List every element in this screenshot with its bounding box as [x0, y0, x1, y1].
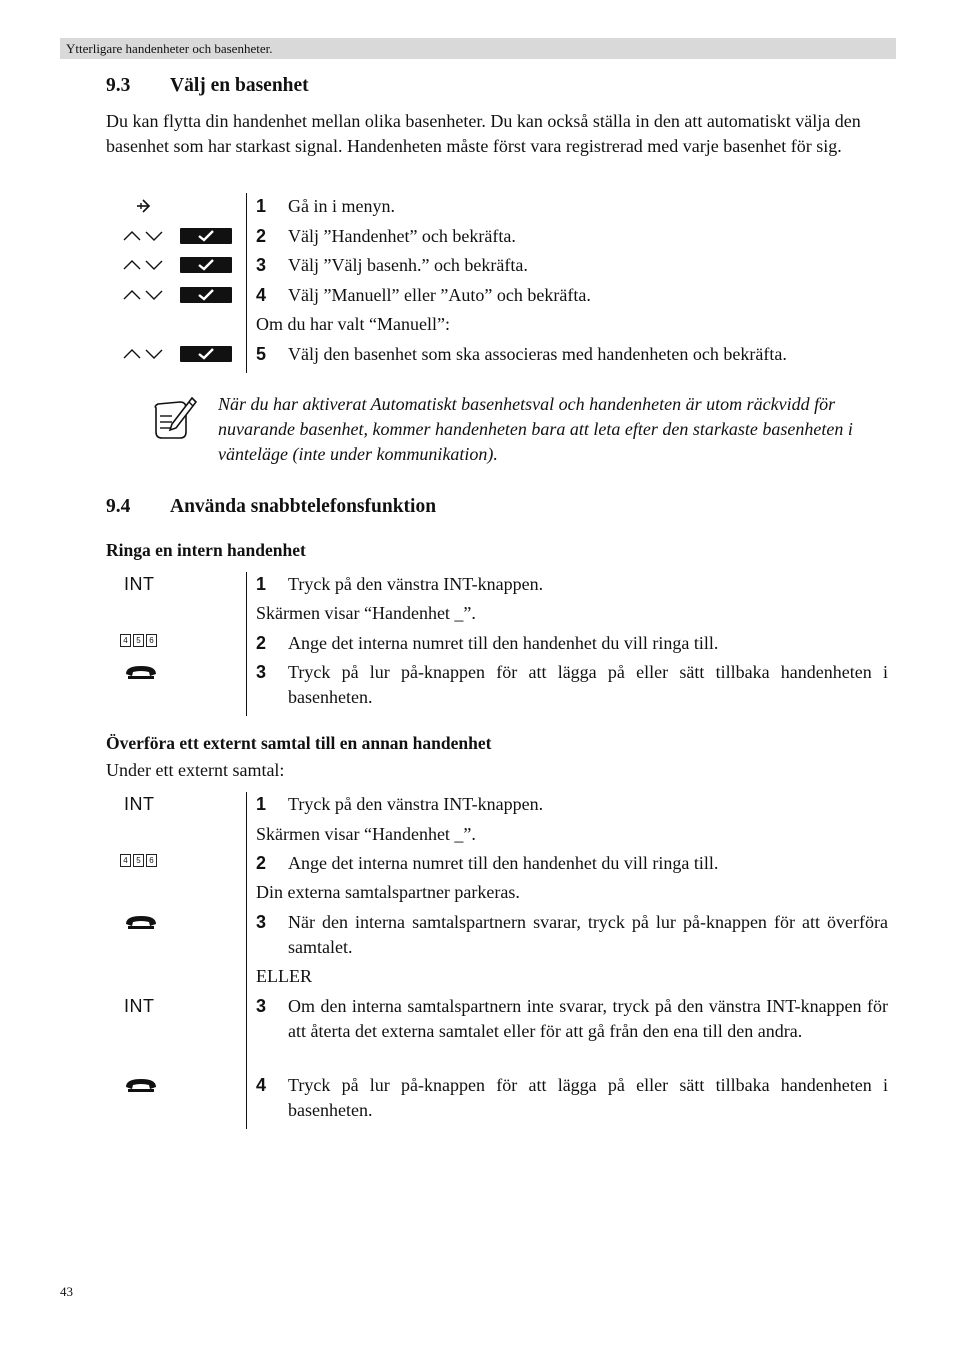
step-icons	[118, 631, 242, 657]
keypad-key: 4	[120, 634, 131, 647]
step-icons	[118, 851, 242, 877]
keypad-key: 6	[146, 634, 157, 647]
note-text: När du har aktiverat Automatiskt basenhetsval och handenheten är utom räckvidd för nuvarande basenhet, kommer handenheten bara att leta efter den starkaste basenheten i vänteläge (inte under kommunikation).	[218, 394, 853, 464]
subsection-title: Överföra ett externt samtal till en annan handenhet	[106, 733, 492, 753]
up-down-arrows-icon	[122, 255, 164, 273]
step-number: 1	[256, 794, 267, 814]
steps-block-9-3	[118, 193, 898, 373]
keypad-key: 6	[146, 854, 157, 867]
step-note-text: Om du har valt “Manuell”:	[256, 314, 450, 334]
subsection-title: Ringa en intern handenhet	[106, 540, 306, 560]
ok-key-icon	[180, 228, 232, 244]
keypad-key: 4	[120, 854, 131, 867]
section-title: Välj en basenhet	[170, 75, 309, 96]
step-text: Välj ”Välj basenh.” och bekräfta.	[288, 255, 528, 275]
ok-key-icon	[180, 287, 232, 303]
step-number: 3	[256, 996, 267, 1016]
note-box	[150, 392, 895, 472]
note-pen-icon	[150, 394, 198, 444]
step-text: Tryck på lur på-knappen för att lägga på eller sätt tillbaka handenheten i basenheten.	[288, 662, 888, 707]
step-text: Om den interna samtalspartnern inte svarar, tryck på den vänstra INT-knappen för att återta det externa samtalet eller för att gå från den ena till den andra.	[288, 996, 888, 1041]
step-number: 3	[256, 662, 267, 682]
step-number: 2	[256, 853, 267, 873]
step-number: 3	[256, 255, 267, 275]
section-number: 9.3	[106, 75, 131, 96]
hang-up-phone-icon	[122, 1075, 160, 1095]
section-heading-9-3	[106, 75, 309, 97]
step-icons	[118, 910, 242, 936]
step-number: 2	[256, 633, 267, 653]
step-icons	[118, 660, 242, 686]
section-heading-9-4	[106, 496, 436, 518]
up-down-arrows-icon	[122, 344, 164, 362]
up-down-arrows-icon	[122, 226, 164, 244]
keypad-key: 5	[133, 634, 144, 647]
section-intro: Du kan flytta din handenhet mellan olika basenheter. Du kan också ställa in den att automatiskt välja den basenhet som har starkast signal. Handenheten måste först vara registrerad med varje basenhet för sig.	[106, 111, 861, 156]
step-number: 4	[256, 285, 267, 305]
section-number: 9.4	[106, 496, 131, 517]
up-down-arrows-icon	[122, 285, 164, 303]
int-key: INT	[124, 574, 155, 594]
step-text: Välj ”Handenhet” och bekräfta.	[288, 226, 516, 246]
step-icons	[118, 194, 242, 220]
divider-line	[246, 792, 247, 1129]
keypad-key: 5	[133, 854, 144, 867]
step-number: 1	[256, 574, 267, 594]
steps-block-transfer	[118, 792, 898, 1129]
step-number: 1	[256, 196, 267, 216]
step-text: Ange det interna numret till den handenhet du vill ringa till.	[288, 853, 719, 873]
int-key: INT	[124, 794, 155, 814]
step-icons	[118, 994, 242, 1020]
running-header-text: Ytterligare handenheter och basenheter.	[66, 41, 273, 56]
subsection-intro: Under ett externt samtal:	[106, 760, 285, 780]
menu-enter-icon	[134, 196, 154, 216]
keypad-keys-icon	[120, 634, 157, 647]
divider-line	[246, 193, 247, 373]
step-icons	[118, 253, 242, 279]
step-note-text: Skärmen visar “Handenhet _”.	[256, 824, 476, 844]
step-number: 5	[256, 344, 267, 364]
running-header	[60, 38, 896, 59]
hang-up-phone-icon	[122, 662, 160, 682]
step-text: Tryck på den vänstra INT-knappen.	[288, 574, 544, 594]
step-icons	[118, 342, 242, 368]
step-text: Välj den basenhet som ska associeras med handenheten och bekräfta.	[288, 344, 787, 364]
step-text: Tryck på den vänstra INT-knappen.	[288, 794, 544, 814]
step-text: Ange det interna numret till den handenhet du vill ringa till.	[288, 633, 719, 653]
ok-key-icon	[180, 257, 232, 273]
step-note-text: ELLER	[256, 966, 312, 986]
step-text: Tryck på lur på-knappen för att lägga på eller sätt tillbaka handenheten i basenheten.	[288, 1075, 888, 1120]
page-number: 43	[60, 1284, 73, 1299]
step-icons	[118, 792, 242, 818]
step-number: 2	[256, 226, 267, 246]
step-icons	[118, 224, 242, 250]
step-text: Gå in i menyn.	[288, 196, 395, 216]
step-icons	[118, 572, 242, 598]
step-number: 4	[256, 1075, 267, 1095]
step-icons	[118, 283, 242, 309]
step-note-text: Din externa samtalspartner parkeras.	[256, 882, 520, 902]
step-number: 3	[256, 912, 267, 932]
step-icons	[118, 1073, 242, 1099]
steps-block-intern	[118, 572, 898, 716]
hang-up-phone-icon	[122, 912, 160, 932]
keypad-keys-icon	[120, 854, 157, 867]
int-key: INT	[124, 996, 155, 1016]
ok-key-icon	[180, 346, 232, 362]
step-text: Välj ”Manuell” eller ”Auto” och bekräfta.	[288, 285, 591, 305]
section-title: Använda snabbtelefonsfunktion	[170, 496, 437, 517]
step-note-text: Skärmen visar “Handenhet _”.	[256, 603, 476, 623]
step-text: När den interna samtalspartnern svarar, tryck på lur på-knappen för att överföra samtalet.	[288, 912, 888, 957]
divider-line	[246, 572, 247, 716]
